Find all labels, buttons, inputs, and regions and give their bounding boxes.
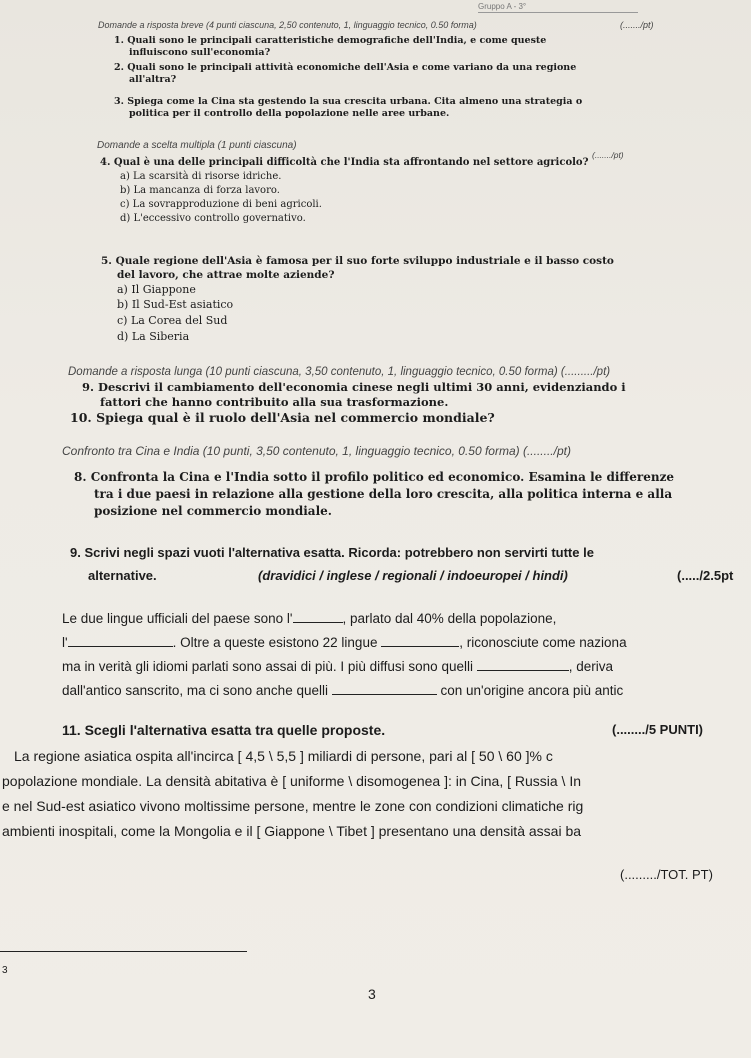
fill-line-3 — [62, 656, 613, 674]
fill-line-4 — [62, 680, 623, 698]
question-10: 10. Spiega qual è il ruolo dell'Asia nel commercio mondiale? — [70, 410, 495, 425]
q4-option-a: a) La scarsità di risorse idriche. — [120, 171, 282, 182]
question-11-line-3: e nel Sud-est asiatico vivono moltissime persone, mentre le zone con condizioni climatiche rig — [2, 798, 584, 814]
blank-3[interactable] — [381, 632, 459, 647]
fill-blanks-options: (dravidici / inglese / regionali / indoeuropei / hindi) — [258, 568, 568, 583]
question-8-cont1: tra i due paesi in relazione alla gestione della loro crescita, alla politica interna e alla — [94, 487, 673, 501]
blank-5[interactable] — [332, 680, 437, 695]
question-8-cont2: posizione nel commercio mondiale. — [94, 504, 332, 518]
header-underline — [478, 12, 638, 13]
q4-option-b: b) La mancanza di forza lavoro. — [120, 185, 280, 196]
fill-line-2-start: l' — [62, 635, 68, 650]
question-11-line-4: ambienti inospitali, come la Mongolia e il [ Giappone \ Tibet ] presentano una densità assai ba — [2, 823, 582, 839]
question-2-cont: all'altra? — [129, 74, 177, 85]
q5-option-a: a) Il Giappone — [117, 283, 196, 296]
fill-blanks-label: alternative. — [88, 568, 157, 583]
question-1: 1. Quali sono le principali caratteristiche demografiche dell'India, e come queste — [114, 35, 547, 46]
footnote-number: 3 — [2, 965, 8, 976]
comparison-instruction: Confronto tra Cina e India (10 punti, 3,50 contenuto, 1, linguaggio tecnico, 0.50 forma) (......../pt) — [62, 444, 571, 458]
fill-line-1-end: , parlato dal 40% della popolazione, — [342, 611, 557, 626]
fill-line-4-end: con un'origine ancora più antic — [440, 683, 624, 698]
multiple-choice-score: (......./pt) — [592, 150, 624, 160]
fill-line-1 — [62, 608, 556, 626]
fill-line-2-end: , riconosciute come naziona — [459, 635, 627, 650]
page-number: 3 — [368, 986, 376, 1002]
question-3-cont: politica per il controllo della popolazione nelle aree urbane. — [129, 108, 450, 119]
blank-4[interactable] — [477, 656, 569, 671]
question-9-long-cont: fattori che hanno contribuito alla sua trasformazione. — [100, 395, 449, 409]
fill-blanks-score: (...../2.5pt — [677, 568, 734, 583]
blank-2[interactable] — [68, 632, 173, 647]
question-3: 3. Spiega come la Cina sta gestendo la sua crescita urbana. Cita almeno una strategia o — [114, 96, 583, 107]
short-answer-score: (......./pt) — [620, 20, 654, 30]
fill-blanks-instruction: 9. Scrivi negli spazi vuoti l'alternativa esatta. Ricorda: potrebbero non servirti tutte le — [70, 545, 594, 560]
question-9-long: 9. Descrivi il cambiamento dell'economia cinese negli ultimi 30 anni, evidenziando i — [82, 380, 626, 394]
blank-1[interactable] — [293, 608, 343, 623]
fill-line-2-mid: . Oltre a queste esistono 22 lingue — [172, 635, 378, 650]
question-2: 2. Quali sono le principali attività economiche dell'Asia e come variano da una regione — [114, 62, 577, 73]
fill-line-4-start: dall'antico sanscrito, ma ci sono anche quelli — [62, 683, 328, 698]
question-8: 8. Confronta la Cina e l'India sotto il profilo politico ed economico. Esamina le differenze — [74, 470, 675, 484]
footnote-separator — [0, 951, 247, 952]
question-1-cont: influiscono sull'economia? — [129, 47, 271, 58]
multiple-choice-instruction: Domande a scelta multipla (1 punti ciascuna) — [97, 140, 297, 151]
fill-line-1-start: Le due lingue ufficiali del paese sono l' — [62, 611, 293, 626]
long-answer-instruction: Domande a risposta lunga (10 punti ciascuna, 3,50 contenuto, 1, linguaggio tecnico, 0.50 forma) (........./pt) — [68, 366, 611, 378]
header-stamp: Gruppo A - 3° — [478, 2, 527, 11]
q4-option-c: c) La sovrapproduzione di beni agricoli. — [120, 199, 322, 210]
question-11-line-2: popolazione mondiale. La densità abitativa è [ uniforme \ disomogenea ]: in Cina, [ Russia \ In — [2, 773, 582, 789]
question-5: 5. Quale regione dell'Asia è famosa per il suo forte sviluppo industriale e il basso costo — [101, 255, 614, 267]
fill-line-3-end: , deriva — [568, 659, 614, 674]
fill-line-3-start: ma in verità gli idiomi parlati sono assai di più. I più diffusi sono quelli — [62, 659, 473, 674]
fill-line-2 — [62, 632, 627, 650]
q5-option-d: d) La Siberia — [117, 330, 190, 343]
question-11-line-1: La regione asiatica ospita all'incirca [ 4,5 \ 5,5 ] miliardi di persone, pari al [ 50 \ 60 ]% c — [14, 748, 553, 764]
question-11-title: 11. Scegli l'alternativa esatta tra quelle proposte. — [62, 722, 386, 738]
short-answer-instruction: Domande a risposta breve (4 punti ciascuna, 2,50 contenuto, 1, linguaggio tecnico, 0.50 forma) — [98, 20, 477, 30]
question-4: 4. Qual è una delle principali difficoltà che l'India sta affrontando nel settore agricolo? — [100, 157, 589, 168]
q5-option-c: c) La Corea del Sud — [117, 314, 228, 327]
total-score: (........./TOT. PT) — [620, 867, 713, 882]
q5-option-b: b) Il Sud-Est asiatico — [117, 298, 234, 311]
question-11-score: (......../5 PUNTI) — [612, 722, 704, 737]
q4-option-d: d) L'eccessivo controllo governativo. — [120, 213, 306, 224]
question-5-cont: del lavoro, che attrae molte aziende? — [117, 269, 335, 281]
